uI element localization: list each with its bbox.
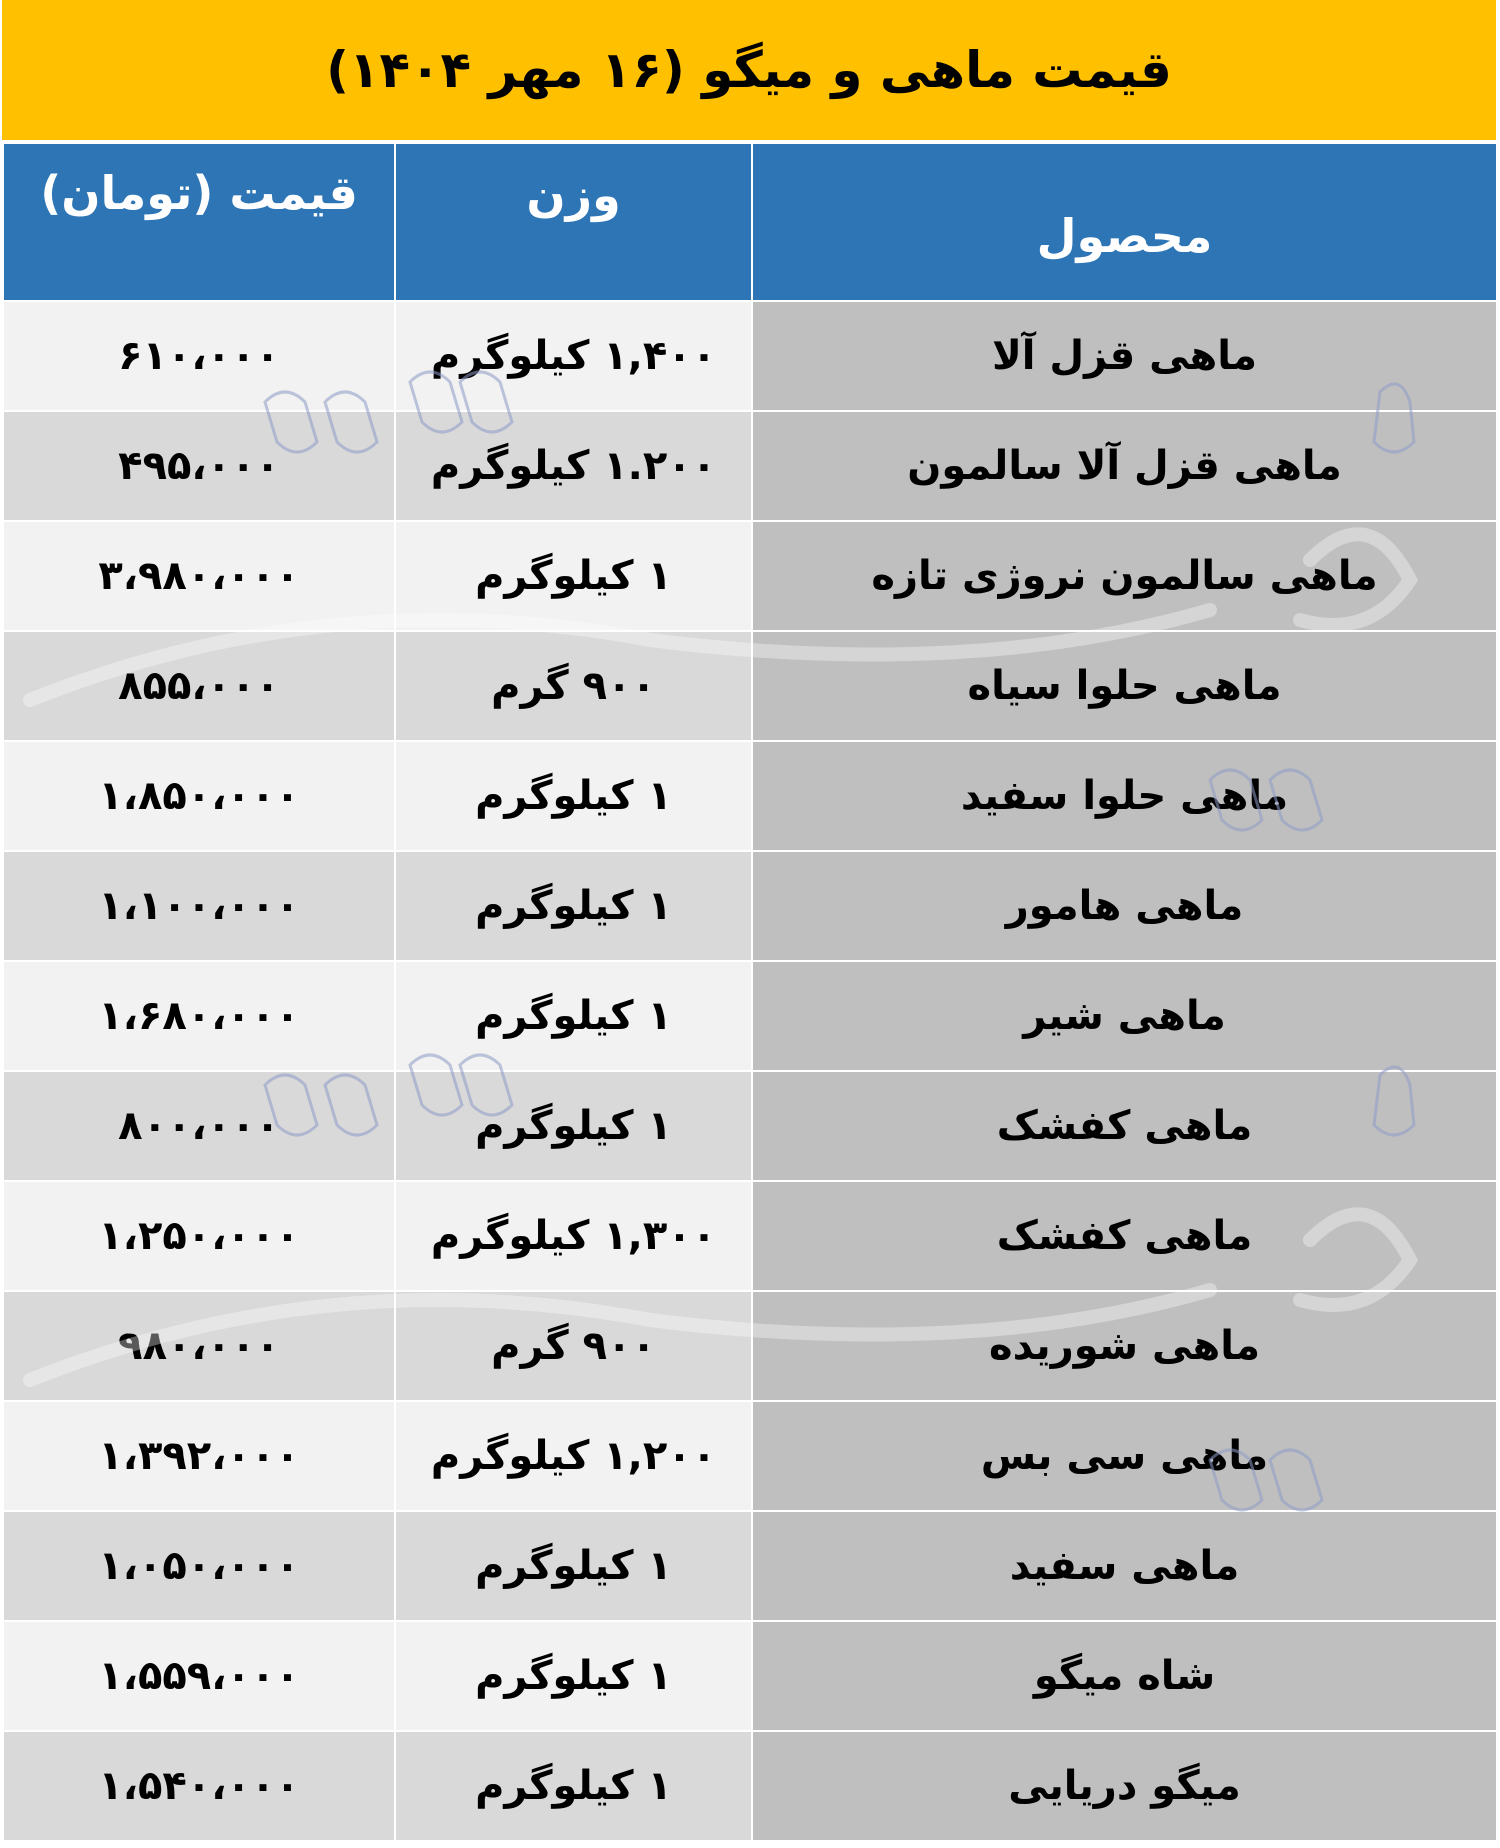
price-cell: ۱،۲۵۰،۰۰۰ [3,1181,395,1291]
price-cell: ۱،۸۵۰،۰۰۰ [3,741,395,851]
price-cell: ۴۹۵،۰۰۰ [3,411,395,521]
product-cell: ماهی حلوا سیاه [752,631,1497,741]
header-price: قیمت (تومان) [3,143,395,301]
product-cell: ماهی سی بس [752,1401,1497,1511]
product-cell: ماهی قزل آلا [752,301,1497,411]
price-cell: ۸۵۵،۰۰۰ [3,631,395,741]
table-row [3,1071,1497,1181]
table-row [3,1621,1497,1731]
product-cell: شاه میگو [752,1621,1497,1731]
table-row [3,1181,1497,1291]
weight-cell: ۱ کیلوگرم [395,1621,752,1731]
weight-cell: ۹۰۰ گرم [395,1291,752,1401]
weight-cell: ۱ کیلوگرم [395,1731,752,1841]
product-cell: ماهی سالمون نروژی تازه [752,521,1497,631]
price-cell: ۸۰۰،۰۰۰ [3,1071,395,1181]
price-table [2,142,1498,1842]
table-row [3,1731,1497,1841]
price-cell: ۱،۱۰۰،۰۰۰ [3,851,395,961]
table-row [3,521,1497,631]
table-row [3,851,1497,961]
table-title: قیمت ماهی و میگو (۱۶ مهر ۱۴۰۴) [2,0,1496,140]
product-cell: ماهی شوریده [752,1291,1497,1401]
weight-cell: ۱ کیلوگرم [395,961,752,1071]
weight-cell: ۱ کیلوگرم [395,521,752,631]
price-cell: ۱،۵۵۹،۰۰۰ [3,1621,395,1731]
header-product: محصول [752,143,1497,301]
table-row [3,631,1497,741]
product-cell: ماهی سفید [752,1511,1497,1621]
product-cell: ماهی کفشک [752,1181,1497,1291]
product-cell: ماهی شیر [752,961,1497,1071]
table-row [3,1291,1497,1401]
table-row [3,1401,1497,1511]
price-cell: ۳،۹۸۰،۰۰۰ [3,521,395,631]
header-weight: وزن [395,143,752,301]
weight-cell: ۱ کیلوگرم [395,1071,752,1181]
weight-cell: ۱,۳۰۰ کیلوگرم [395,1181,752,1291]
product-cell: ماهی حلوا سفید [752,741,1497,851]
weight-cell: ۱ کیلوگرم [395,741,752,851]
weight-cell: ۱ کیلوگرم [395,851,752,961]
weight-cell: ۱,۴۰۰ کیلوگرم [395,301,752,411]
table-row [3,301,1497,411]
product-cell: میگو دریایی [752,1731,1497,1841]
product-cell: ماهی قزل آلا سالمون [752,411,1497,521]
header-row [3,143,1497,301]
price-cell: ۶۱۰،۰۰۰ [3,301,395,411]
table-row [3,961,1497,1071]
weight-cell: ۱.۲۰۰ کیلوگرم [395,411,752,521]
price-cell: ۱،۶۸۰،۰۰۰ [3,961,395,1071]
weight-cell: ۱,۲۰۰ کیلوگرم [395,1401,752,1511]
table-row [3,411,1497,521]
price-cell: ۹۸۰،۰۰۰ [3,1291,395,1401]
table-row [3,741,1497,851]
product-cell: ماهی هامور [752,851,1497,961]
price-cell: ۱،۳۹۲،۰۰۰ [3,1401,395,1511]
price-cell: ۱،۰۵۰،۰۰۰ [3,1511,395,1621]
product-cell: ماهی کفشک [752,1071,1497,1181]
weight-cell: ۱ کیلوگرم [395,1511,752,1621]
table-row [3,1511,1497,1621]
weight-cell: ۹۰۰ گرم [395,631,752,741]
price-cell: ۱،۵۴۰،۰۰۰ [3,1731,395,1841]
